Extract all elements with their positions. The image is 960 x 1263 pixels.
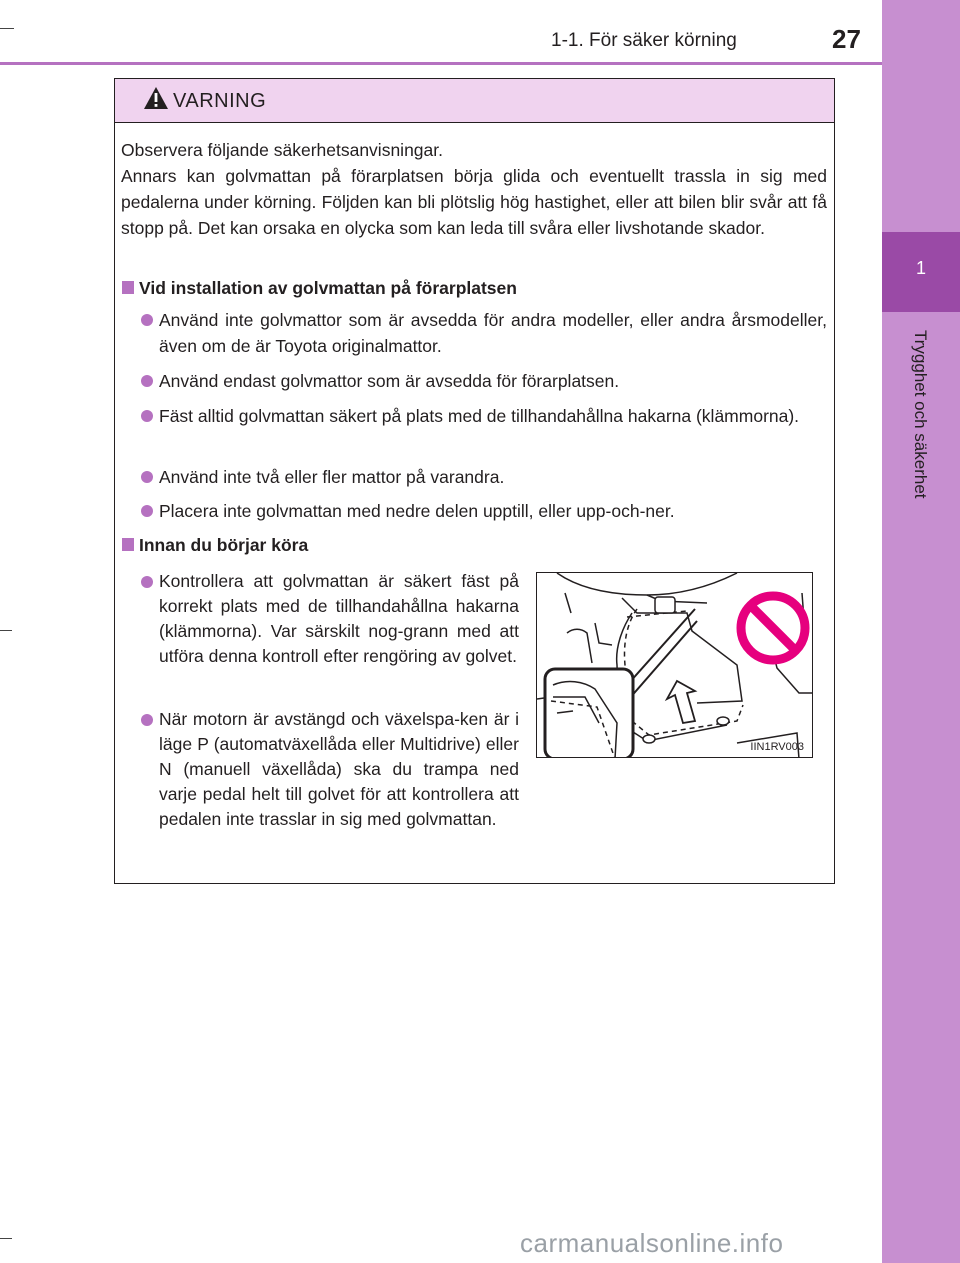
warning-intro: Observera följande säkerhetsanvisningar. xyxy=(121,140,443,160)
floor-mat-illustration xyxy=(536,572,813,758)
list-item: När motorn är avstängd och växelspa-ken är i läge P (automatväxellåda eller Multidrive) eller N (manuell växellåda) ska du trampa ned varje pedal helt till golvet för att kontrollera att pedalen inte trasslar in sig med golvmattan. xyxy=(159,709,519,829)
page-number: 27 xyxy=(832,24,861,54)
floor-mat-drawing xyxy=(537,573,813,758)
bullet-icon xyxy=(141,410,153,422)
crop-mark xyxy=(0,28,14,29)
crop-mark xyxy=(0,630,12,631)
warning-triangle-icon xyxy=(143,86,169,110)
bullet-icon xyxy=(141,714,153,726)
bullet-icon xyxy=(141,576,153,588)
crop-mark xyxy=(0,1238,12,1239)
prohibited-icon xyxy=(741,596,805,660)
section-heading: Vid installation av golvmattan på förarplatsen xyxy=(139,278,517,298)
bullet-icon xyxy=(141,471,153,483)
chapter-sidebar xyxy=(882,0,960,1263)
section-heading: Innan du börjar köra xyxy=(139,535,309,555)
section-title: 1-1. För säker körning xyxy=(551,30,737,51)
list-item: Placera inte golvmattan med nedre delen upptill, eller upp-och-ner. xyxy=(159,501,675,521)
header-rule xyxy=(0,62,882,65)
section-marker xyxy=(122,281,134,294)
bullet-icon xyxy=(141,314,153,326)
warning-box xyxy=(114,78,835,884)
chapter-tab[interactable] xyxy=(882,232,960,312)
list-item: Kontrollera att golvmattan är säkert fäst på korrekt plats med de tillhandahållna hakarna (klämmorna). Var särskilt nog-grann med att utföra denna kontroll efter rengöring av golvet. xyxy=(159,571,519,666)
chapter-number: 1 xyxy=(915,258,926,278)
list-item: Använd inte golvmattor som är avsedda för andra modeller, eller andra årsmodeller, även om de är Toyota originalmattor. xyxy=(159,310,827,356)
chapter-title: Trygghet och säkerhet xyxy=(911,330,930,499)
list-item: Använd inte två eller fler mattor på varandra. xyxy=(159,467,505,487)
list-item: Använd endast golvmattor som är avsedda för förarplatsen. xyxy=(159,371,620,391)
warning-body: Annars kan golvmattan på förarplatsen börja glida och eventuellt trassla in sig med pedalerna under körning. Följden kan bli plötslig hög hastighet, eller att bilen blir svår att få stopp på. Det kan orsaka en olycka som kan leda till svåra eller livshotande skador. xyxy=(121,166,827,238)
list-item: Fäst alltid golvmattan säkert på plats med de tillhandahållna hakarna (klämmorna). xyxy=(159,406,800,426)
figure-label: IIN1RV003 xyxy=(750,741,804,753)
bullet-icon xyxy=(141,375,153,387)
bullet-icon xyxy=(141,505,153,517)
watermark: carmanualsonline.info xyxy=(520,1228,784,1258)
warning-title: VARNING xyxy=(173,90,267,112)
warning-header xyxy=(115,79,834,123)
section-marker xyxy=(122,538,134,551)
